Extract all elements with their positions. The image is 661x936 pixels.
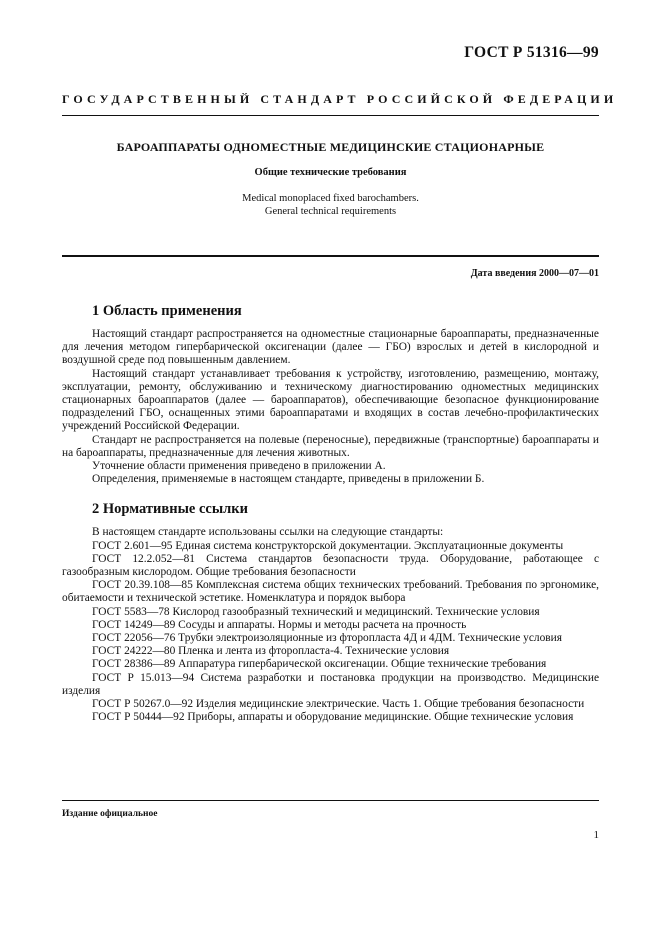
section-heading-references: 2 Нормативные ссылки xyxy=(92,501,248,518)
references-intro: В настоящем стандарте использованы ссылки на следующие стандарты: xyxy=(92,526,444,539)
reference-item: ГОСТ 28386—89 Аппаратура гипербарической оксигенации. Общие технические требования xyxy=(92,658,547,671)
reference-item: ГОСТ Р 50444—92 Приборы, аппараты и оборудование медицинские. Общие технические условия xyxy=(92,711,574,724)
introduction-date: Дата введения 2000—07—01 xyxy=(470,268,599,279)
paragraph: Настоящий стандарт устанавливает требования к устройству, изготовлению, размещению, монтажу, эксплуатации, ремонту, обслуживанию и техническому диагностированию одноместных медицинских стационарных бароаппаратов (далее — бароаппаратов), обеспечивающие безопасное функционирование подразделений ГБО, оснащенных этими бароаппаратами и входящих в состав лечебно-профилактических учреждений Российской Федерации. xyxy=(62,367,599,433)
english-title-line: Medical monoplaced fixed barochambers. xyxy=(242,193,419,204)
reference-item: ГОСТ 5583—78 Кислород газообразный технический и медицинский. Технические условия xyxy=(92,605,540,618)
document-body xyxy=(62,302,599,724)
reference-item: ГОСТ 12.2.052—81 Система стандартов безопасности труда. Оборудование, работающее с газообразным кислородом. Общие требования безопасности xyxy=(62,552,599,579)
footer-divider xyxy=(62,800,599,801)
title-divider xyxy=(62,255,599,257)
reference-item: ГОСТ 2.601—95 Единая система конструкторской документации. Эксплуатационные документы xyxy=(92,539,564,552)
paragraph: Настоящий стандарт распространяется на одноместные стационарные бароаппараты, предназначенные для лечения методом гипербарической оксигенации (далее — ГБО) взрослых и детей в кислородной и воздушной среде под повышенным давлением. xyxy=(62,328,599,367)
top-divider xyxy=(62,115,599,116)
reference-item: ГОСТ 14249—89 Сосуды и аппараты. Нормы и методы расчета на прочность xyxy=(92,618,467,631)
official-edition-label: Издание официальное xyxy=(62,809,158,819)
english-title-line: General technical requirements xyxy=(264,206,397,217)
document-title: БАРОАППАРАТЫ ОДНОМЕСТНЫЕ МЕДИЦИНСКИЕ СТАЦИОНАРНЫЕ xyxy=(116,140,545,154)
reference-item: ГОСТ 24222—80 Пленка и лента из фторопласта-4. Технические условия xyxy=(92,645,450,658)
document-subtitle: Общие технические требования xyxy=(254,167,407,178)
paragraph: Стандарт не распространяется на полевые (переносные), передвижные (транспортные) бароаппараты и на бароаппараты, предназначенные для лечения животных. xyxy=(62,433,599,459)
paragraph: Определения, применяемые в настоящем стандарте, приведены в приложении Б. xyxy=(92,473,485,486)
english-title xyxy=(62,192,599,218)
reference-item: ГОСТ 22056—76 Трубки электроизоляционные из фторопласта 4Д и 4ДМ. Технические условия xyxy=(92,632,563,645)
paragraph: Уточнение области применения приведено в приложении А. xyxy=(92,460,386,473)
section-heading-scope: 1 Область применения xyxy=(92,303,242,319)
state-standard-banner: ГОСУДАРСТВЕННЫЙ СТАНДАРТ РОССИЙСКОЙ ФЕДЕРАЦИИ xyxy=(62,92,618,106)
reference-item: ГОСТ 20.39.108—85 Комплексная система общих технических требований. Требования по эргономике, обитаемости и технической эстетике. Номенклатура и порядок выбора xyxy=(62,579,599,605)
document-code: ГОСТ Р 51316—99 xyxy=(464,44,599,61)
reference-item: ГОСТ Р 15.013—94 Система разработки и постановка продукции на производство. Медицинские изделия xyxy=(62,671,599,697)
page-number: 1 xyxy=(593,829,599,841)
reference-item: ГОСТ Р 50267.0—92 Изделия медицинские электрические. Часть 1. Общие требования безопасности xyxy=(92,698,585,711)
